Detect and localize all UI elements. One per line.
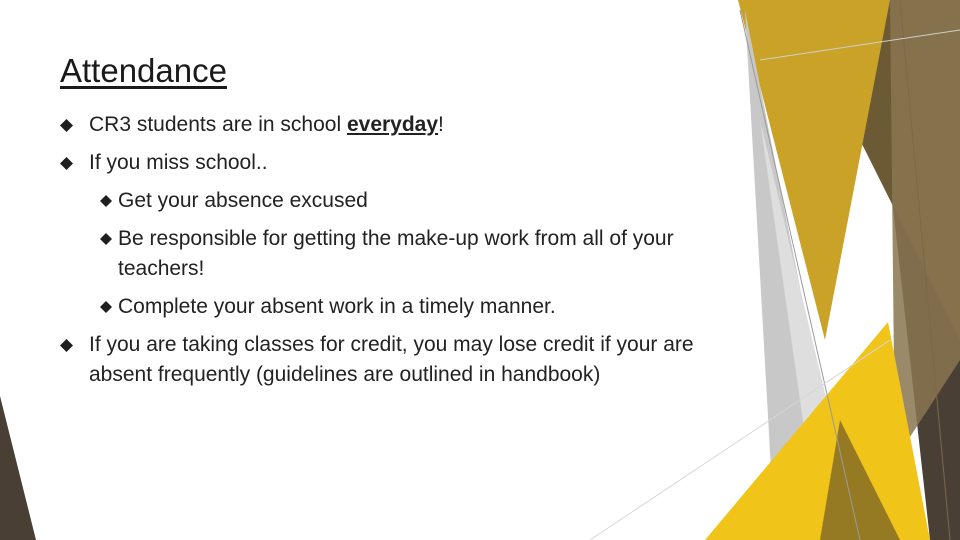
- bullet-text: If you miss school..: [89, 151, 268, 174]
- slide-title: Attendance: [60, 52, 227, 89]
- diamond-bullet-icon: [100, 301, 112, 313]
- bullet-item-cr3: [60, 110, 720, 140]
- bullet-text: Be responsible for getting the make-up work from all of your teachers!: [118, 227, 674, 280]
- bullet-text: Get your absence excused: [118, 189, 368, 212]
- diamond-bullet-icon: [60, 119, 73, 132]
- diamond-bullet-icon: [100, 195, 112, 207]
- sub-bullet-item-excused: [60, 186, 720, 216]
- bullet-text: If you are taking classes for credit, you may lose credit if your are absent frequently (guidelines are outlined in handbook): [89, 333, 694, 386]
- bullet-text: CR3 students are in school: [89, 113, 347, 136]
- emphasis-text: everyday: [346, 113, 439, 136]
- sub-bullet-item-make-up: [60, 224, 720, 284]
- bullet-list: [60, 110, 720, 390]
- diamond-bullet-icon: [100, 233, 112, 245]
- diamond-bullet-icon: [60, 157, 73, 170]
- sub-bullet-item-complete: [60, 292, 720, 322]
- diamond-bullet-icon: [60, 339, 73, 352]
- left-dark-triangle: [0, 396, 36, 540]
- bullet-text: Complete your absent work in a timely manner.: [118, 295, 556, 318]
- bullet-item-miss-school: [60, 148, 720, 178]
- bullet-item-credit: [60, 330, 720, 390]
- bullet-text-suffix: !: [438, 113, 444, 136]
